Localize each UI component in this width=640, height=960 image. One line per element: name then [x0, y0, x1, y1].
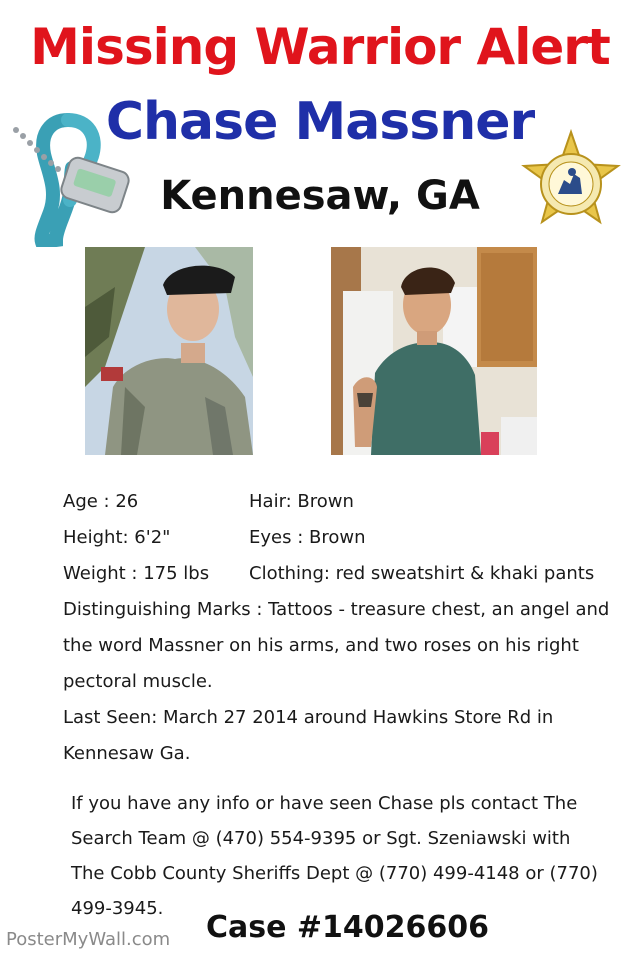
contact-info-text: If you have any info or have seen Chase pls contact The Search Team @ (470) 554-9395 or Sgt. Szeniawski with The Cobb County Sheriffs Dept @ (770) 499-4148 or (770) 499-3945.	[71, 793, 598, 919]
ppp-recovery-badge-icon	[518, 128, 624, 240]
person-name: Chase Massner	[105, 92, 535, 152]
detail-row-height-eyes	[63, 520, 623, 556]
watermark-text: PosterMyWall.com	[6, 929, 171, 950]
case-number: Case #14026606	[206, 910, 490, 945]
awareness-ribbon-icon	[10, 112, 140, 247]
detail-row-weight-clothing	[63, 556, 623, 592]
kitchen-photo	[331, 247, 537, 455]
location-text: Kennesaw, GA	[160, 173, 480, 219]
last-seen-text: Last Seen: March 27 2014 around Hawkins Store Rd in Kennesaw Ga.	[63, 707, 554, 764]
weight-text: Weight : 175 lbs	[63, 563, 210, 584]
hair-text: Hair: Brown	[249, 491, 354, 512]
detail-row-age-hair	[63, 484, 623, 520]
height-text: Height: 6'2"	[63, 527, 171, 548]
eyes-text: Eyes : Brown	[249, 527, 366, 548]
alert-title: Missing Warrior Alert	[30, 18, 610, 76]
clothing-text: Clothing: red sweatshirt & khaki pants	[249, 563, 595, 584]
distinguishing-marks-text: Distinguishing Marks : Tattoos - treasure chest, an angel and the word Massner on his arms, and two roses on his right pectoral muscle.	[63, 599, 610, 692]
age-text: Age : 26	[63, 491, 139, 512]
person-details	[63, 484, 623, 772]
uniform-photo	[85, 247, 253, 455]
